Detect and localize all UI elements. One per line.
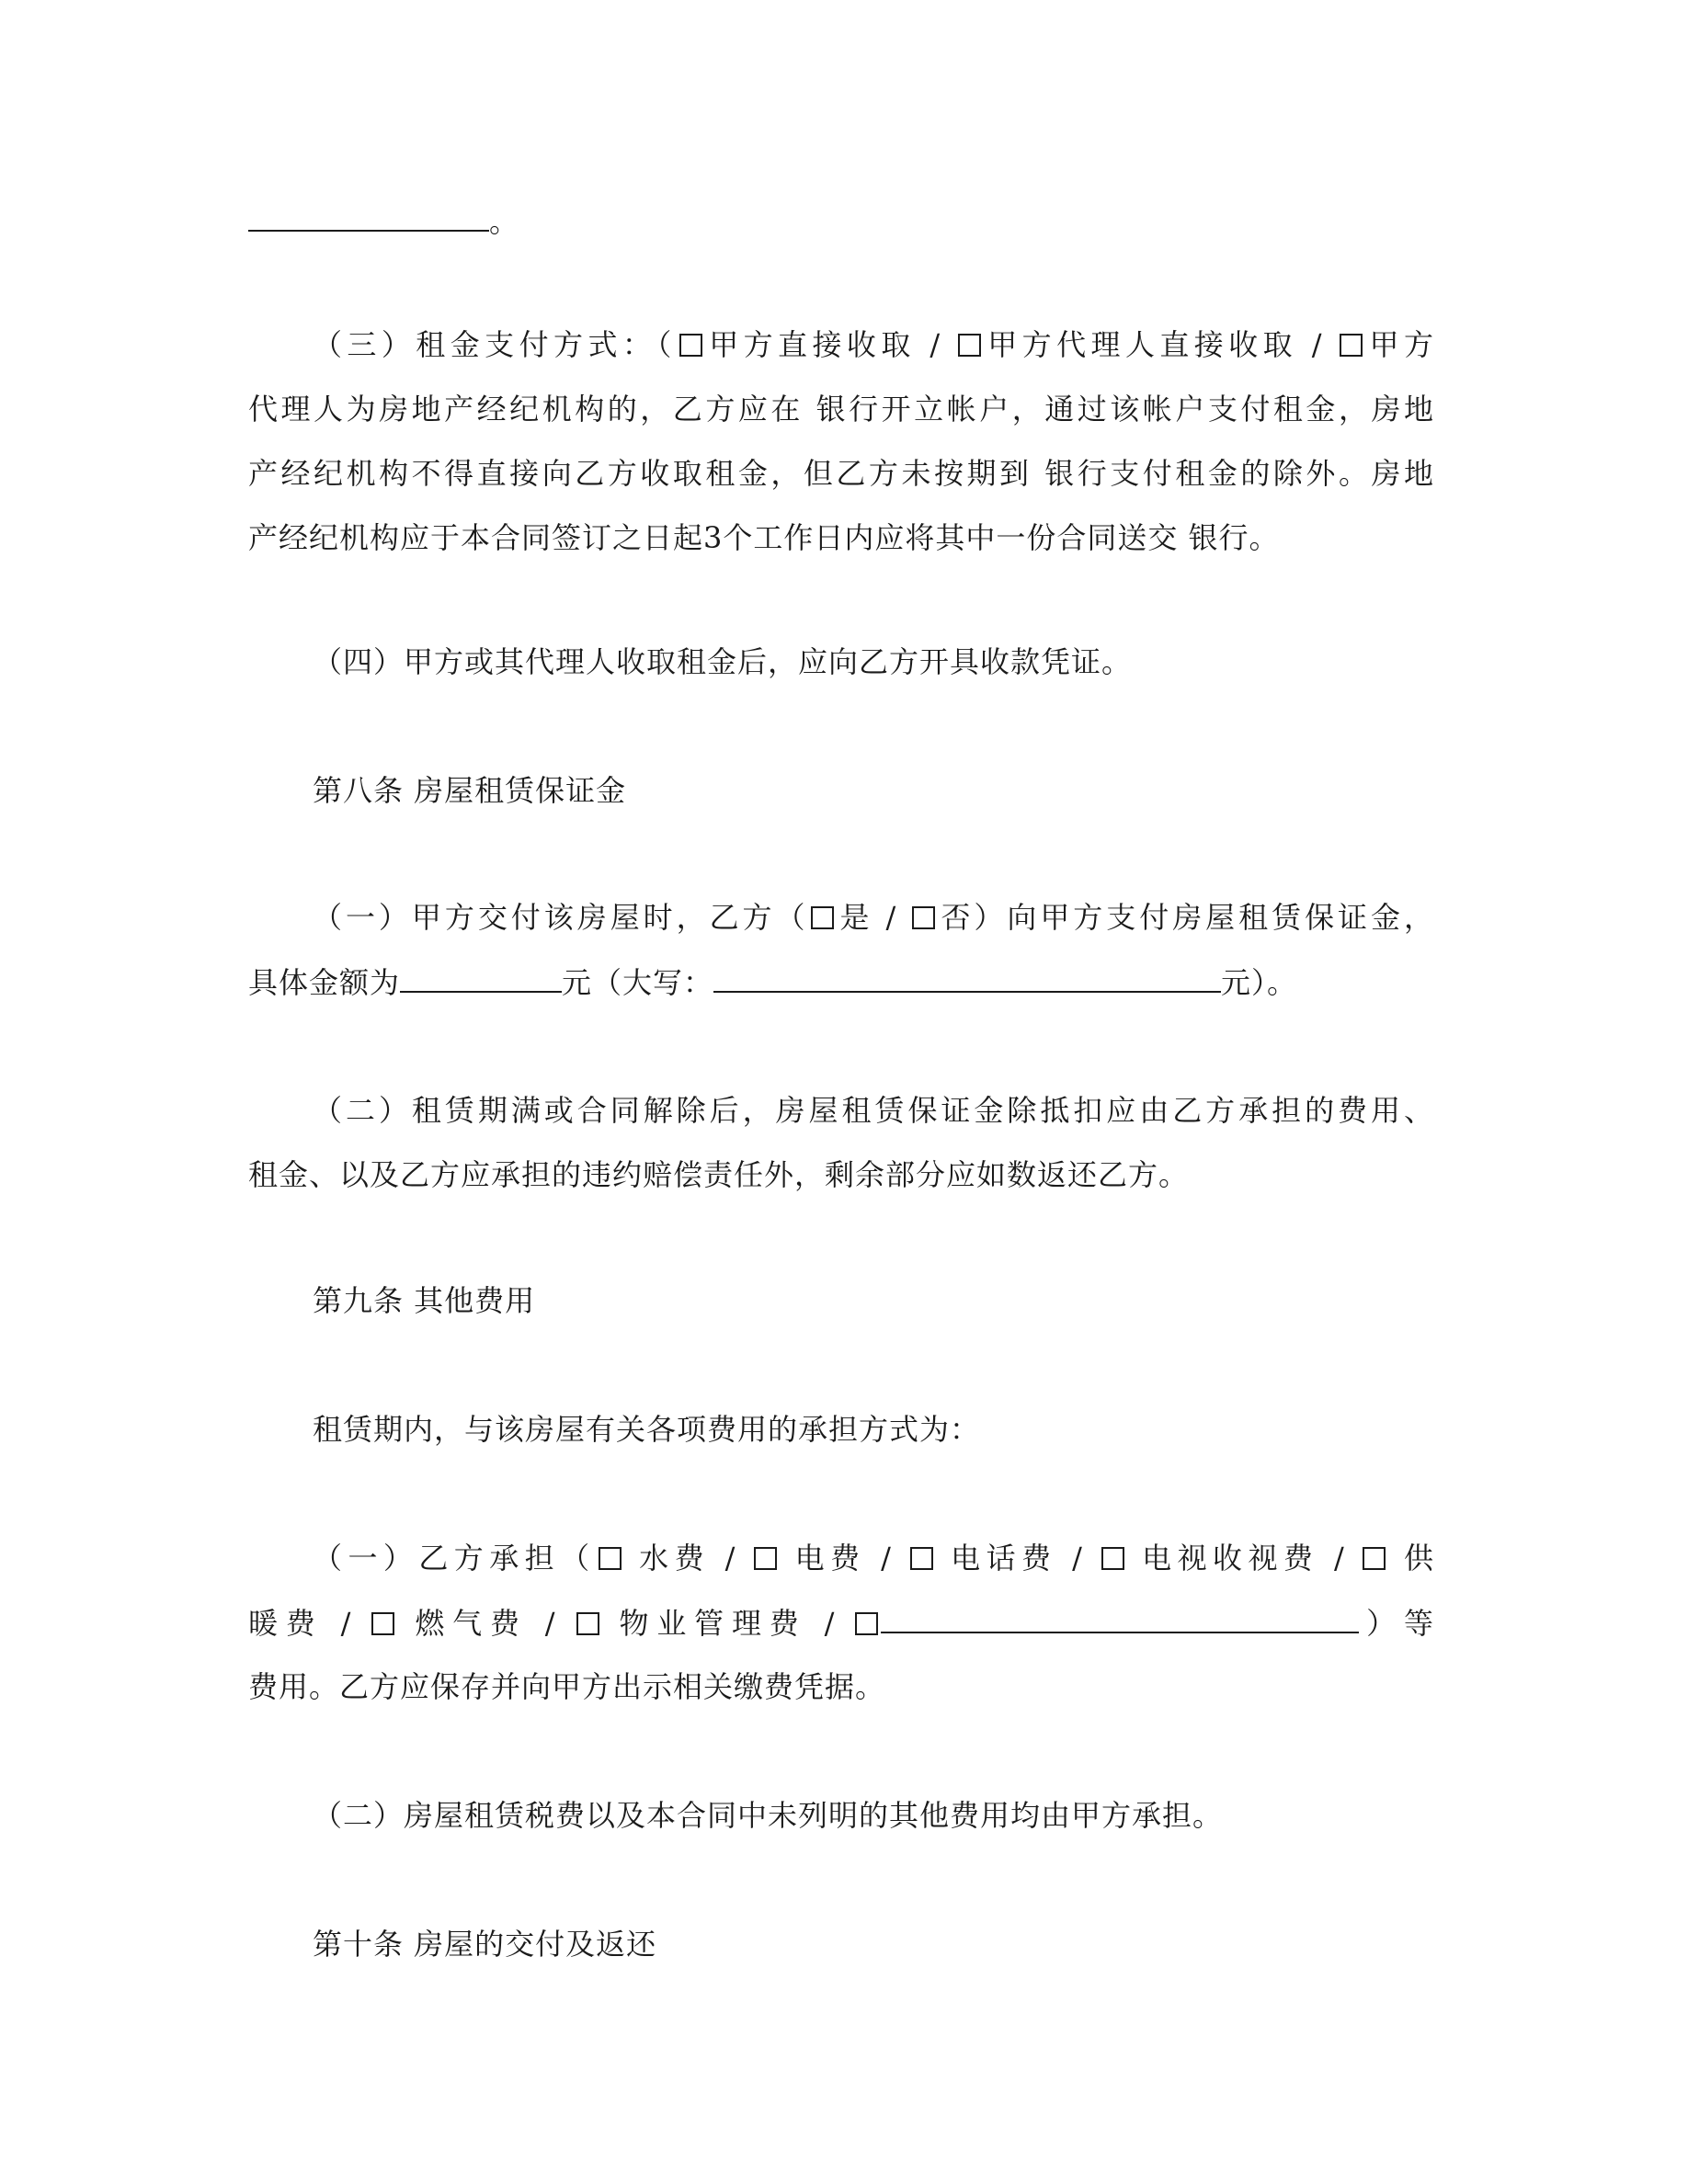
art8-p1-line1: （一）甲方交付该房屋时，乙方（ 是 / 否）向甲方支付房屋租赁保证金， [313, 900, 1434, 935]
art9-p1-line3: 费用。乙方应保存并向甲方出示相关缴费凭据。 [248, 1669, 886, 1704]
art7-p3-line4: 产经纪机构应于本合同签订之日起3个工作日内应将其中一份合同送交 银行。 [248, 520, 1280, 555]
art7-p3-line1: （三）租金支付方式：（ 甲方直接收取 / 甲方代理人直接收取 / 甲方 [313, 327, 1434, 362]
checkbox[interactable] [912, 906, 935, 929]
art9-p1-line2: 暖费 / 燃气费 / 物业管理费 / ）等 [248, 1606, 1434, 1641]
end-mark: 。 [489, 204, 520, 239]
checkbox[interactable] [1340, 334, 1363, 357]
art8-p2-line1: （二）租赁期满或合同解除后，房屋租赁保证金除抵扣应由乙方承担的费用、 [313, 1093, 1434, 1128]
art10-heading: 第十条 房屋的交付及返还 [313, 1927, 657, 1962]
other-fee-blank[interactable] [881, 1604, 1359, 1633]
amount-words-blank[interactable] [713, 963, 1221, 993]
checkbox[interactable] [754, 1547, 777, 1570]
checkbox[interactable] [811, 906, 834, 929]
art9-p1-line1: （一）乙方承担（ 水费 / 电费 / 电话费 / 电视收视费 / 供 [313, 1541, 1434, 1575]
checkbox[interactable] [576, 1612, 599, 1635]
checkbox[interactable] [599, 1547, 622, 1570]
art8-p2-line2: 租金、以及乙方应承担的违约赔偿责任外，剩余部分应如数返还乙方。 [248, 1157, 1190, 1192]
checkbox[interactable] [371, 1612, 394, 1635]
fill-in-blank [248, 202, 489, 232]
art7-p3-line3: 产经纪机构不得直接向乙方收取租金，但乙方未按期到 银行支付租金的除外。房地 [248, 456, 1434, 491]
checkbox[interactable] [1363, 1547, 1386, 1570]
checkbox[interactable] [855, 1612, 878, 1635]
checkbox[interactable] [679, 334, 702, 357]
art8-heading: 第八条 房屋租赁保证金 [313, 773, 627, 808]
checkbox[interactable] [958, 334, 981, 357]
amount-blank[interactable] [400, 963, 562, 993]
art9-intro: 租赁期内，与该房屋有关各项费用的承担方式为： [313, 1412, 981, 1447]
art9-p2: （二）房屋租赁税费以及本合同中未列明的其他费用均由甲方承担。 [313, 1798, 1224, 1833]
art7-p4: （四）甲方或其代理人收取租金后，应向乙方开具收款凭证。 [313, 644, 1133, 679]
art7-p3-line2: 代理人为房地产经纪机构的，乙方应在 银行开立帐户，通过该帐户支付租金，房地 [248, 392, 1434, 427]
checkbox[interactable] [910, 1547, 933, 1570]
art9-heading: 第九条 其他费用 [313, 1283, 536, 1318]
continuation-line [248, 202, 1434, 240]
checkbox[interactable] [1101, 1547, 1124, 1570]
art8-p1-line2: 具体金额为 元（大写： 元）。 [248, 965, 1298, 1000]
